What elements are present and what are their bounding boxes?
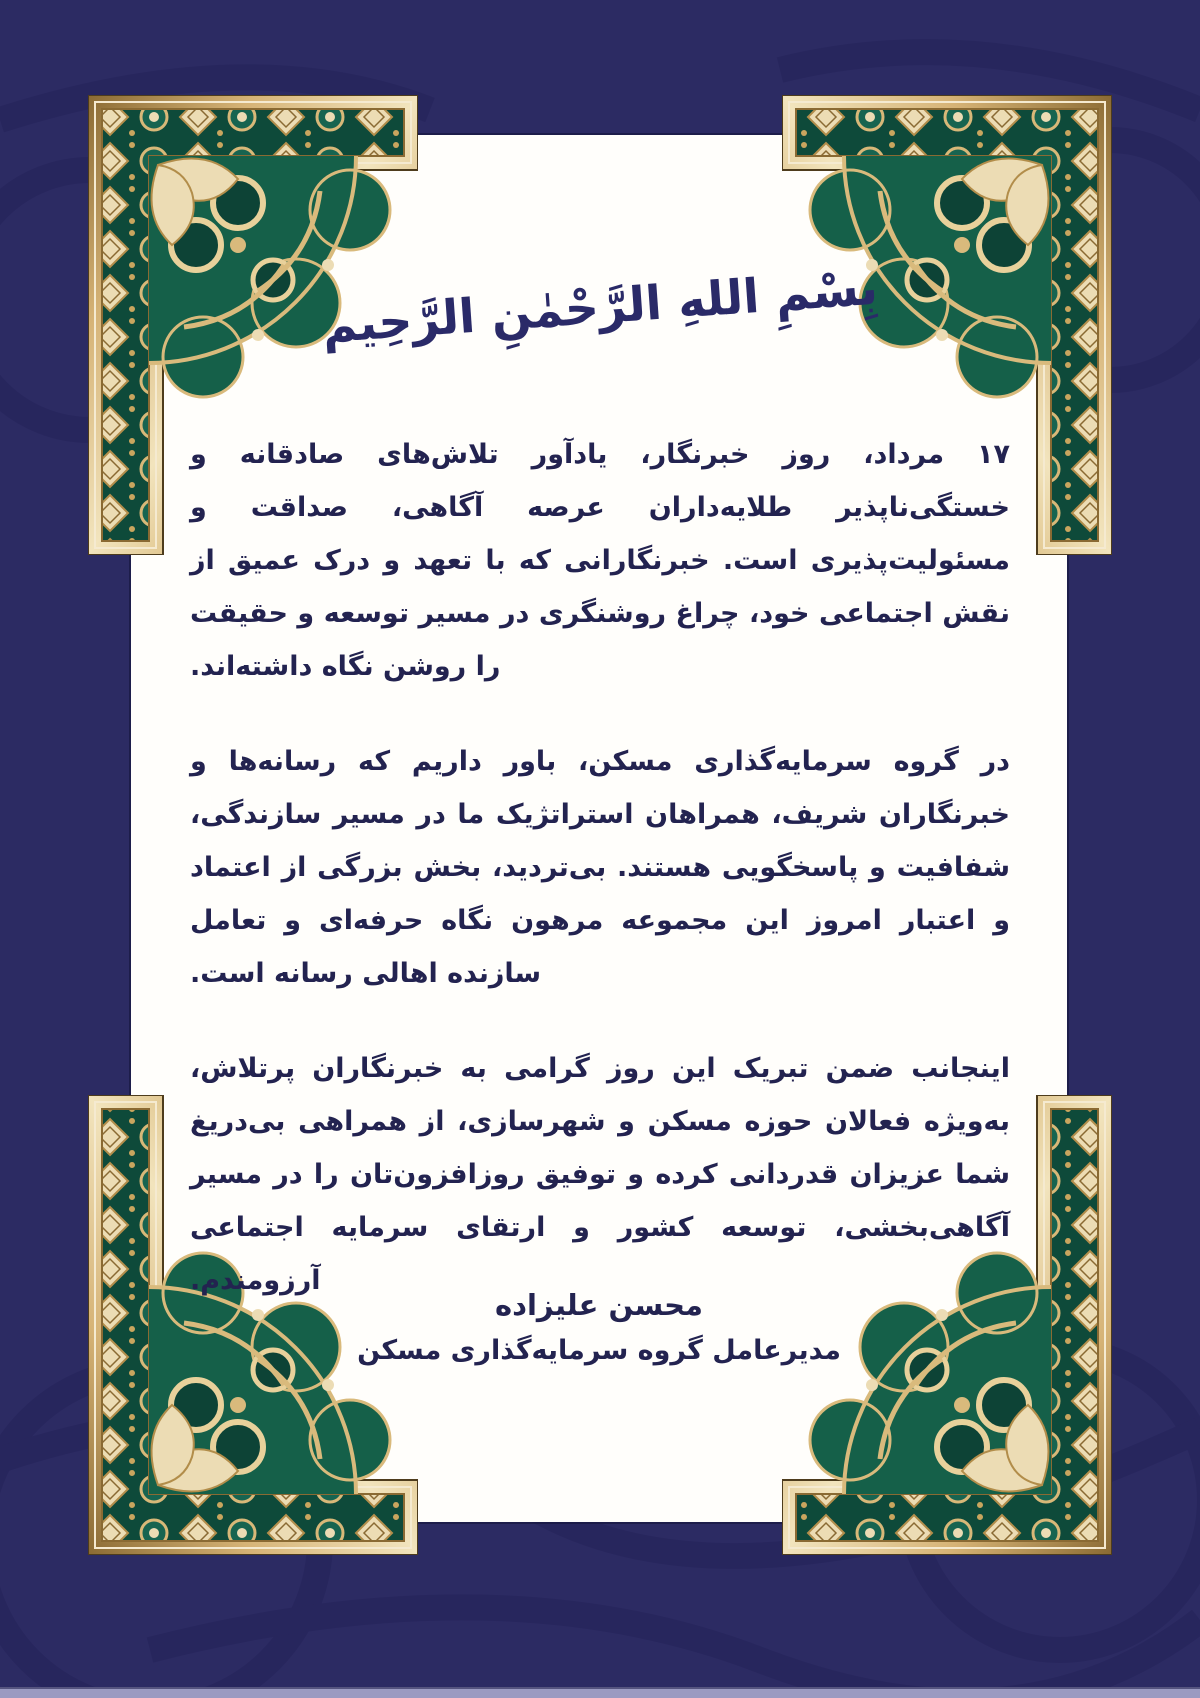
letter-body	[190, 428, 1010, 1349]
signature-block	[131, 1282, 1067, 1374]
letter-paragraph: در گروه سرمایه‌گذاری مسکن، باور داریم که رسانه‌ها و خبرنگاران شریف، همراهان استراتژیک ما در مسیر سازندگی، شفافیت و پاسخگویی هستند. بی‌تردید، بخش بزرگی از اعتماد و اعتبار امروز این مجموعه مرهون نگاه حرفه‌ای و تعامل سازنده اهالی رسانه است.	[190, 746, 1010, 989]
letter-paragraph: ۱۷ مرداد، روز خبرنگار، یادآور تلاش‌های صادقانه و خستگی‌ناپذیر طلایه‌داران عرصه آگاهی، صداقت و مسئولیت‌پذیری است. خبرنگارانی که با تعهد و درک عمیق از نقش اجتماعی خود، چراغ روشنگری در مسیر توسعه و حقیقت را روشن نگاه داشته‌اند.	[190, 439, 1010, 682]
signature-title: مدیرعامل گروه سرمایه‌گذاری مسکن	[357, 1335, 841, 1366]
bismillah-calligraphy: بِسْمِ اللهِ الرَّحْمٰنِ الرَّحِیم	[320, 260, 880, 355]
bottom-edge-strip	[0, 1687, 1200, 1698]
letter-paragraph: اینجانب ضمن تبریک این روز گرامی به خبرنگاران پرتلاش، به‌ویژه فعالان حوزه مسکن و شهرسازی، از همراهی بی‌دریغ شما عزیزان قدردانی کرده و توفیق روزافزون‌تان را در مسیر آگاهی‌بخشی، توسعه کشور و ارتقای سرمایه اجتماعی آرزومندم.	[190, 1053, 1010, 1296]
signature-name: محسن علیزاده	[494, 1288, 704, 1322]
